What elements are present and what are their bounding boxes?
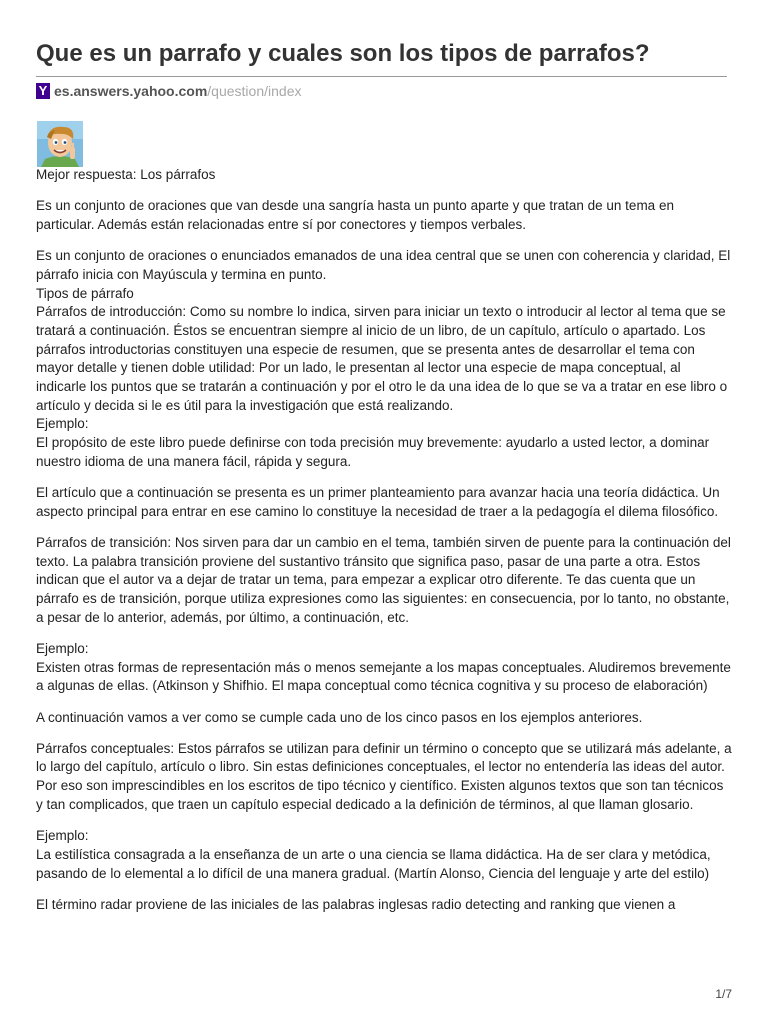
page-number: 1/7	[715, 987, 732, 1001]
answer-paragraph-group	[36, 827, 732, 883]
example-text: El propósito de este libro puede definirse con toda precisión muy brevemente: ayudarlo a usted lector, a dominar nuestro idioma de una manera fácil, rápida y segura.	[36, 435, 710, 469]
example-text: El artículo que a continuación se presenta es un primer planteamiento para avanzar hacia una teoría didáctica. Un aspecto principal para entrar en ese camino lo constituye la necesidad de traer a la pedagogía el dilema filosófico.	[36, 485, 720, 519]
source-path[interactable]: /question/index	[207, 83, 302, 99]
title-divider	[36, 76, 727, 77]
answer-paragraph: Es un conjunto de oraciones que van desde una sangría hasta un punto aparte y que tratan de un tema en particular. Además están relacionadas entre sí por conectores y tiempos verbales.	[36, 198, 674, 232]
answer-intro: Mejor respuesta: Los párrafos	[36, 167, 216, 182]
yahoo-icon: Y	[36, 83, 50, 99]
avatar-image	[37, 121, 83, 167]
answer-paragraph: Párrafos de transición: Nos sirven para dar un cambio en el tema, también sirven de puente para la continuación del texto. La palabra transición proviene del sustantivo tránsito que significa paso, pasar de una parte a otra. Estos indican que el autor va a dejar de tratar un tema, para empezar a explicar otro diferente. Te das cuenta que un párrafo es de transición, porque utiliza expresiones como las siguientes: en consecuencia, por lo tanto, no obstante, a pesar de lo anterior, además, por último, a continuación, etc.	[36, 534, 731, 625]
example-text: Existen otras formas de representación más o menos semejante a los mapas conceptuales. Aludiremos brevemente a algunas de ellas. (Atkinson y Shifhio. El mapa conceptual como técnica cognitiva y su proceso de elaboración)	[36, 659, 731, 694]
example-text: La estilística consagrada a la enseñanza de un arte o una ciencia se llama didáctica. Ha de ser clara y metódica, pasando de lo elemental a lo difícil de una manera gradual. (Martín Alonso, Ciencia del lenguaje y arte del estilo)	[36, 846, 711, 881]
answer-content	[36, 166, 732, 927]
source-line[interactable]	[36, 82, 301, 100]
answer-paragraph: El término radar proviene de las iniciales de las palabras inglesas radio detecting and ranking que vienen a	[36, 896, 676, 912]
section-heading: Tipos de párrafo	[36, 285, 134, 301]
example-label: Ejemplo:	[36, 416, 89, 432]
answer-paragraph: Párrafos de introducción: Como su nombre lo indica, sirven para iniciar un texto o introducir al lector al tema que se tratará a continuación. Éstos se encuentran siempre al inicio de un libro, de un capítulo, artículo o apartado. Los párrafos introductorias constituyen una especie de resumen, que se presenta antes de desarrollar el tema con mayor detalle y tienen doble utilidad: Por un lado, le presentan al lector una especie de mapa conceptual, al indicarle los puntos que se tratarán a continuación y por el otro le da una idea de lo que se va a tratar en ese libro o artículo y decida si le es útil para la investigación que está realizando.	[36, 304, 728, 413]
page-title: Que es un parrafo y cuales son los tipos de parrafos?	[36, 40, 650, 67]
answer-paragraph-group	[36, 247, 732, 471]
avatar	[37, 121, 83, 167]
example-label: Ejemplo:	[36, 828, 89, 844]
example-label: Ejemplo:	[36, 640, 89, 656]
answer-paragraph-group	[36, 640, 732, 696]
answer-paragraph: Párrafos conceptuales: Estos párrafos se utilizan para definir un término o concepto que se utilizará más adelante, a lo largo del capítulo, artículo o libro. Sin estas definiciones conceptuales, el lector no entendería las ideas del autor. Por eso son imprescindibles en los escritos de tipo técnico y científico. Existen algunos textos que son tan técnicos y tan complicados, que traen un capítulo especial dedicado a la definición de términos, al que llaman glosario.	[36, 740, 732, 812]
answer-paragraph: A continuación vamos a ver como se cumple cada uno de los cinco pasos en los ejemplos anteriores.	[36, 709, 643, 725]
source-domain[interactable]: es.answers.yahoo.com	[54, 83, 208, 99]
answer-paragraph: Es un conjunto de oraciones o enunciados emanados de una idea central que se unen con coherencia y claridad, El párrafo inicia con Mayúscula y termina en punto.	[36, 248, 731, 282]
